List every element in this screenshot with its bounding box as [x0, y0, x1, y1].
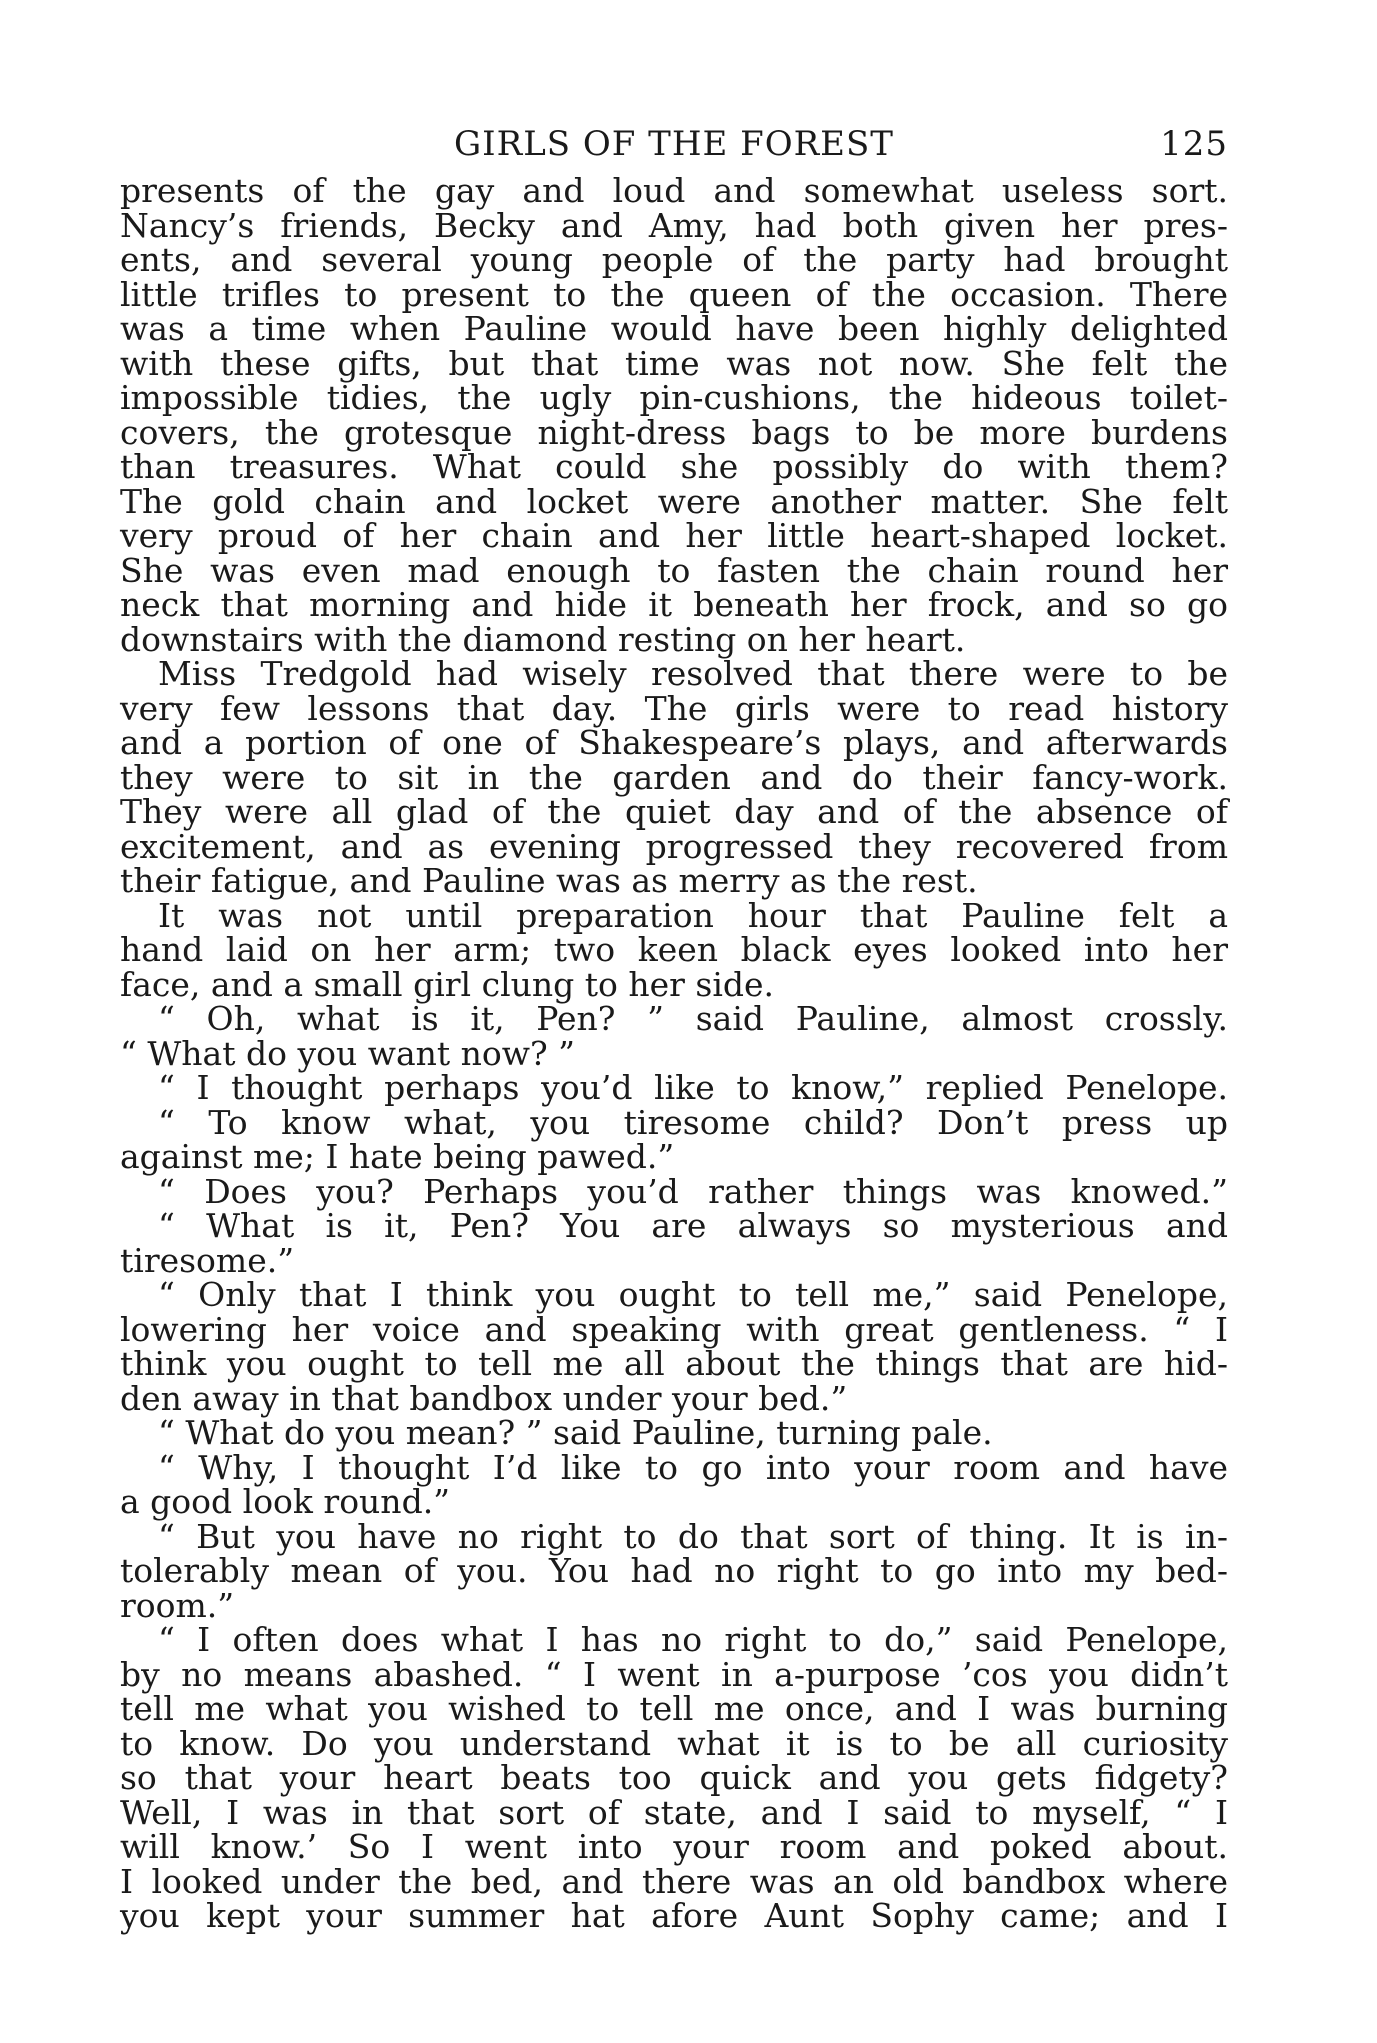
text-line: ents, and several young people of the party had brought: [120, 240, 1228, 279]
text-line: with these gifts, but that time was not now. She felt the: [120, 343, 1228, 383]
running-title: GIRLS OF THE FOREST: [454, 124, 894, 164]
text-line: little trifles to present to the queen of the occasion. There: [120, 274, 1228, 314]
text-line: “ Why, I thought I’d like to go into your room and have: [158, 1447, 1228, 1487]
text-line: excitement, and as evening progressed they recovered from: [120, 826, 1228, 866]
body-text: [120, 171, 1228, 1935]
text-line: by no means abashed. “ I went in a-purpose ’cos you didn’t: [120, 1654, 1228, 1694]
text-line: impossible tidies, the ugly pin-cushions, the hideous toilet-: [120, 378, 1228, 417]
text-line: “ I often does what I has no right to do,” said Penelope,: [158, 1620, 1228, 1659]
text-line: It was not until preparation hour that Pauline felt a: [158, 895, 1228, 935]
text-line: I looked under the bed, and there was an old bandbox where: [120, 1861, 1228, 1901]
text-line: Well, I was in that sort of state, and I said to myself, “ I: [120, 1792, 1228, 1832]
text-line: a good look round.”: [120, 1482, 451, 1521]
text-line: The gold chain and locket were another matter. She felt: [120, 481, 1228, 521]
text-line: “ What is it, Pen? You are always so mysterious and: [158, 1206, 1228, 1245]
running-head: [120, 118, 1228, 168]
text-line: their fatigue, and Pauline was as merry as the rest.: [120, 861, 978, 900]
text-line: “ To know what, you tiresome child? Don’t press up: [158, 1102, 1228, 1142]
text-line: against me; I hate being pawed.”: [120, 1137, 675, 1176]
text-line: to know. Do you understand what it is to be all curiosity: [120, 1723, 1228, 1763]
text-line: they were to sit in the garden and do their fancy-work.: [120, 757, 1228, 797]
text-line: room.”: [120, 1585, 235, 1625]
text-line: “ Oh, what is it, Pen? ” said Pauline, almost crossly.: [158, 999, 1228, 1038]
page-number: 125: [1160, 124, 1228, 164]
text-line: “ What do you want now? ”: [120, 1033, 576, 1073]
text-line: tell me what you wished to tell me once, and I was burning: [120, 1689, 1228, 1728]
text-line: “ But you have no right to do that sort of thing. It is in-: [158, 1516, 1228, 1556]
text-line: so that your heart beats too quick and you gets fidgety?: [120, 1758, 1228, 1797]
text-line: They were all glad of the quiet day and of the absence of: [120, 792, 1228, 831]
text-line: was a time when Pauline would have been highly delighted: [120, 309, 1228, 348]
text-line: den away in that bandbox under your bed.”: [120, 1378, 848, 1418]
text-line: will know.’ So I went into your room and poked about.: [120, 1827, 1228, 1866]
text-line: you kept your summer hat afore Aunt Sophy came; and I: [120, 1896, 1228, 1935]
text-line: Nancy’s friends, Becky and Amy, had both given her pres-: [120, 205, 1228, 245]
text-line: “ I thought perhaps you’d like to know,” replied Penelope.: [158, 1068, 1228, 1107]
text-line: tiresome.”: [120, 1240, 295, 1280]
text-line: very few lessons that day. The girls were to read history: [120, 688, 1228, 728]
text-line: presents of the gay and loud and somewhat useless sort.: [120, 171, 1228, 210]
text-line: covers, the grotesque night-dress bags to be more burdens: [120, 412, 1228, 452]
text-line: downstairs with the diamond resting on her heart.: [120, 619, 966, 659]
text-line: “ Only that I think you ought to tell me,” said Penelope,: [158, 1275, 1228, 1314]
book-page: [120, 118, 1228, 1934]
text-line: than treasures. What could she possibly do with them?: [120, 447, 1228, 486]
text-line: She was even mad enough to fasten the chain round her: [120, 550, 1228, 590]
text-line: neck that morning and hide it beneath her frock, and so go: [120, 585, 1228, 624]
text-line: “ Does you? Perhaps you’d rather things was knowed.”: [158, 1171, 1228, 1211]
text-line: and a portion of one of Shakespeare’s plays, and afterwards: [120, 723, 1228, 762]
text-line: face, and a small girl clung to her side.: [120, 964, 775, 1004]
text-line: “ What do you mean? ” said Pauline, turning pale.: [158, 1413, 993, 1452]
text-line: hand laid on her arm; two keen black eyes looked into her: [120, 930, 1228, 969]
text-line: think you ought to tell me all about the things that are hid-: [120, 1344, 1228, 1383]
text-line: Miss Tredgold had wisely resolved that there were to be: [158, 654, 1228, 693]
text-line: very proud of her chain and her little heart-shaped locket.: [120, 516, 1228, 555]
text-line: lowering her voice and speaking with great gentleness. “ I: [120, 1309, 1228, 1349]
text-line: tolerably mean of you. You had no right to go into my bed-: [120, 1551, 1228, 1590]
